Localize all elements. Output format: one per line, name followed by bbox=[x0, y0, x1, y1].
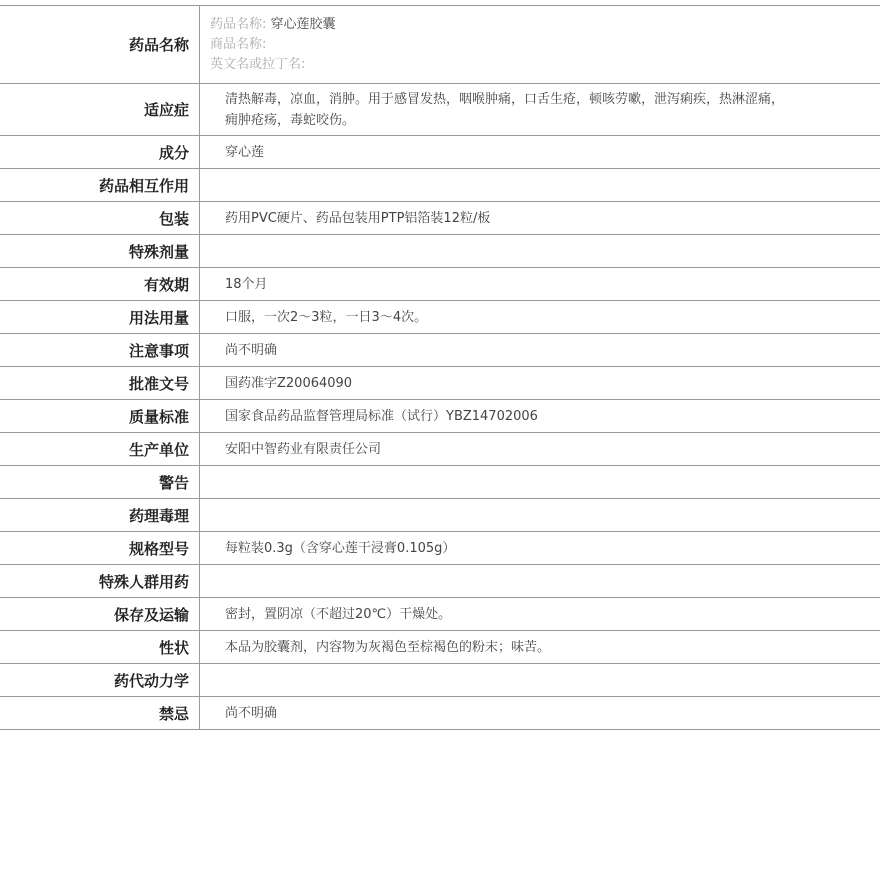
row-label: 用法用量 bbox=[0, 301, 200, 333]
row-label: 注意事项 bbox=[0, 334, 200, 366]
row-label: 规格型号 bbox=[0, 532, 200, 564]
row-label: 药品名称 bbox=[0, 6, 200, 83]
row-label: 包装 bbox=[0, 202, 200, 234]
latin-name-key: 英文名或拉丁名: bbox=[210, 56, 306, 72]
row-special-populations bbox=[0, 565, 880, 598]
row-contraindications bbox=[0, 697, 880, 730]
row-warning bbox=[0, 466, 880, 499]
row-value: 尚不明确 bbox=[225, 705, 278, 721]
generic-name-line bbox=[210, 15, 336, 35]
row-usage bbox=[0, 301, 880, 334]
row-precautions bbox=[0, 334, 880, 367]
row-label: 适应症 bbox=[0, 84, 200, 135]
row-label: 有效期 bbox=[0, 268, 200, 300]
row-shelf-life bbox=[0, 268, 880, 301]
row-pharmacology bbox=[0, 499, 880, 532]
row-label: 保存及运输 bbox=[0, 598, 200, 630]
row-description bbox=[0, 631, 880, 664]
row-label: 药理毒理 bbox=[0, 499, 200, 531]
generic-name-key: 药品名称: bbox=[210, 16, 267, 32]
row-value: 每粒装0.3g（含穿心莲干浸膏0.105g） bbox=[225, 540, 456, 556]
row-label: 特殊剂量 bbox=[0, 235, 200, 267]
row-label: 批准文号 bbox=[0, 367, 200, 399]
row-value: 安阳中智药业有限责任公司 bbox=[225, 441, 382, 457]
row-special-dosage bbox=[0, 235, 880, 268]
row-ingredients bbox=[0, 136, 880, 169]
row-indications bbox=[0, 84, 880, 136]
row-value: 国家食品药品监督管理局标准（试行）YBZ14702006 bbox=[225, 408, 538, 424]
row-value: 国药准字Z20064090 bbox=[225, 375, 353, 391]
row-value: 穿心莲 bbox=[225, 144, 265, 160]
row-manufacturer bbox=[0, 433, 880, 466]
trade-name-line bbox=[210, 35, 336, 55]
row-quality-standard bbox=[0, 400, 880, 433]
row-interactions bbox=[0, 169, 880, 202]
row-value-text: 清热解毒，凉血，消肿。用于感冒发热，咽喉肿痛，口舌生疮，顿咳劳嗽，泄泻痢疾，热淋涩痛，痈肿疮疡，毒蛇咬伤。 bbox=[225, 91, 785, 128]
row-label: 特殊人群用药 bbox=[0, 565, 200, 597]
row-value bbox=[200, 664, 880, 696]
drug-info-table bbox=[0, 5, 880, 730]
row-value: 本品为胶囊剂，内容物为灰褐色至棕褐色的粉末；味苦。 bbox=[225, 639, 551, 655]
row-value: 尚不明确 bbox=[225, 342, 278, 358]
row-specification bbox=[0, 532, 880, 565]
generic-name-value: 穿心莲胶囊 bbox=[270, 16, 336, 32]
row-label: 成分 bbox=[0, 136, 200, 168]
row-label: 生产单位 bbox=[0, 433, 200, 465]
row-label: 警告 bbox=[0, 466, 200, 498]
row-value bbox=[200, 235, 880, 267]
row-value bbox=[200, 84, 880, 135]
latin-name-line bbox=[210, 55, 336, 75]
trade-name-key: 商品名称: bbox=[210, 36, 267, 52]
row-value: 口服，一次2～3粒，一日3～4次。 bbox=[225, 309, 428, 325]
row-storage bbox=[0, 598, 880, 631]
row-label: 性状 bbox=[0, 631, 200, 663]
row-value: 18个月 bbox=[225, 276, 268, 292]
row-value bbox=[200, 169, 880, 201]
row-packaging bbox=[0, 202, 880, 235]
row-label: 药品相互作用 bbox=[0, 169, 200, 201]
row-label: 药代动力学 bbox=[0, 664, 200, 696]
row-value: 密封，置阴凉（不超过20℃）干燥处。 bbox=[225, 606, 452, 622]
row-approval-number bbox=[0, 367, 880, 400]
drug-name-block bbox=[200, 6, 336, 83]
row-value bbox=[200, 565, 880, 597]
row-label: 禁忌 bbox=[0, 697, 200, 729]
row-label: 质量标准 bbox=[0, 400, 200, 432]
row-value bbox=[200, 499, 880, 531]
row-pharmacokinetics bbox=[0, 664, 880, 697]
row-value: 药用PVC硬片、药品包装用PTP铝箔装12粒/板 bbox=[225, 210, 491, 226]
row-drug-name bbox=[0, 6, 880, 84]
row-value bbox=[200, 466, 880, 498]
